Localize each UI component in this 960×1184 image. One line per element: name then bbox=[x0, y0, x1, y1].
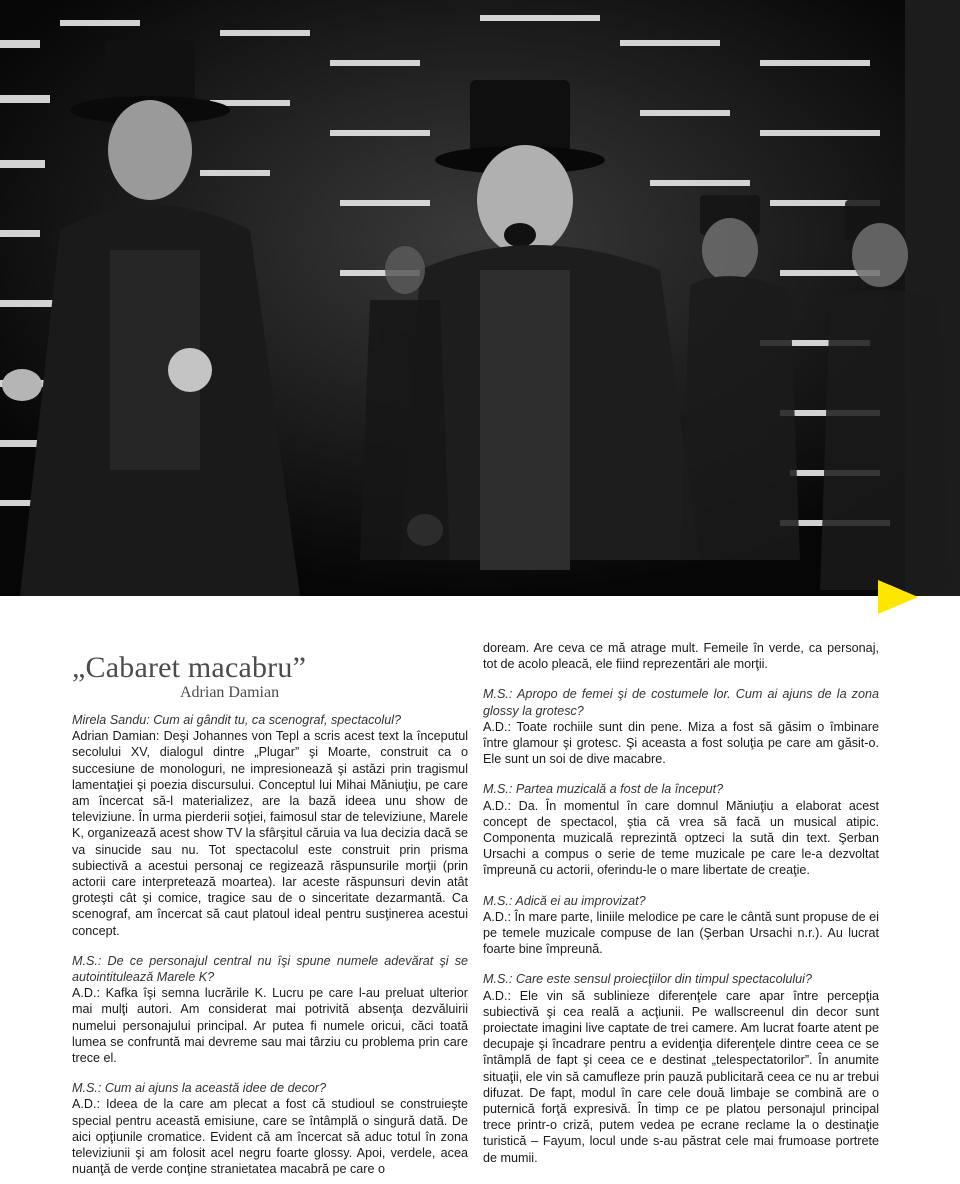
interview-answer: Adrian Damian: Deşi Johannes von Tepl a scris acest text la începutul secolului XV, dialogul dintre „Plugar” şi Moarte, construit ca o succesiune de monologuri, ne impresionează şi astăzi prin tragismul lamentaţiei şi poezia discursului. Conceptul lui Mihai Măniuţiu, pe care am încercat să-l materializez, are la bază ideea unu show de televiziune. În urma pierderii soţiei, faimosul star de televiziune, Marele K, organizează acest show TV la sfârşitul căruia va lua decizia dacă se va sinucide sau nu. Tot spectacolul este construit prin prisma subiectivă a acestui personaj ce regizează răspunsurile morţii (prin actorii care interpretează moartea). Iar aceste răspunsuri devin atât groteşti cât şi comice, tragice sau de o sinceritate dezarmantă. Ca scenograf, am încercat să caut platoul ideal pentru susţinerea acestui concept. bbox=[72, 729, 468, 938]
right-column bbox=[483, 640, 879, 1166]
left-column bbox=[72, 640, 468, 1177]
article-title: „Cabaret macabru” bbox=[72, 651, 307, 684]
interview-question: M.S.: De ce personajul central nu îşi spune numele adevărat şi se autointitulează Marele K? bbox=[72, 953, 468, 985]
play-marker-icon bbox=[878, 580, 918, 614]
interview-answer: A.D.: Toate rochiile sunt din pene. Miza a fost să găsim o îmbinare între glamour şi grotesc. Şi aceasta a fost soluţia pe care am găsit-o. Ele sunt un soi de dive macabre. bbox=[483, 719, 879, 767]
interview-question: M.S.: Partea muzicală a fost de la început? bbox=[483, 782, 724, 797]
interview-question: M.S.: Care este sensul proiecţiilor din timpul spectacolului? bbox=[483, 972, 812, 987]
interview-question: Mirela Sandu: Cum ai gândit tu, ca scenograf, spectacolul? bbox=[72, 713, 402, 727]
interview-question: M.S.: Cum ai ajuns la această idee de decor? bbox=[72, 1081, 327, 1096]
right-column-body bbox=[483, 640, 879, 1166]
interview-question: M.S.: Adică ei au improvizat? bbox=[483, 893, 646, 908]
article-author: Adrian Damian bbox=[180, 684, 280, 701]
left-column-body bbox=[72, 712, 468, 1177]
interview-answer: A.D.: Ideea de la care am plecat a fost că studioul se construieşte special pentru această emisiune, care se întâmplă o singură dată. De aici opţiunile cromatice. Evident că am încercat să aduc totul în zona televiziunii şi am folosit acel negru foarte glossy. Apoi, verdele, acea nuanţă de verde conţine stranietatea macabră pe care o bbox=[72, 1097, 468, 1177]
interview-answer: A.D.: În mare parte, liniile melodice pe care le cântă sunt propuse de ei pe temele muzicale compuse de Ian (Şerban Ursachi n.r.). Au lucrat foarte bine împreună. bbox=[483, 909, 879, 957]
interview-answer: doream. Are ceva ce mă atrage mult. Femeile în verde, ca personaj, tot de acolo pleacă, ele fiind reprezentări ale morţii. bbox=[483, 641, 879, 672]
interview-question: M.S.: Apropo de femei şi de costumele lor. Cum ai ajuns de la zona glossy la grotesc? bbox=[483, 687, 879, 718]
interview-answer: A.D.: Da. În momentul în care domnul Măniuţiu a elaborat acest concept de spectacol, ştia că vrea să facă un musical atipic. Componenta muzicală reprezintă optzeci la sută din text. Şerban Ursachi a compus o serie de teme muzicale pe care le-a dezvoltat împreună cu actorii, oferindu-le o mare libertate de creaţie. bbox=[483, 798, 879, 878]
interview-answer: A.D.: Ele vin să sublinieze diferenţele care apar între percepţia subiectivă şi cea reală a acţiunii. Pe wallscreenul din decor sunt proiectate imagini live captate de trei camere. Am lucrat foarte atent pe decupaje şi încadrare pentru a evidenţia diferenţele dintre ceea ce se întâmplă de fapt şi ceea ce e destinat „telespectatorilor”. În anumite situaţii, ele vin să camufleze prin pauză publicitară ceea ce nu ar trebui difuzat. De fapt, modul în care cele două limbaje se combină are o puternică forţă expresivă. În timp ce pe platou personajul principal trece printr-o criză, putem vedea pe ecrane reclame la o destinaţie turistică – Fayum, locul unde s-au păstrat cele mai frumoase portrete de mumii. bbox=[483, 988, 879, 1165]
interview-answer: A.D.: Kafka îşi semna lucrările K. Lucru pe care l-au preluat ulterior mai mulţi autori. Am considerat mai potrivită absenţa dezvăluirii numelui personajului principal. Ar putea fi numele oricui, căci toată lumea se confruntă mai devreme sau mai târziu cu problema prin care trece el. bbox=[72, 986, 468, 1066]
